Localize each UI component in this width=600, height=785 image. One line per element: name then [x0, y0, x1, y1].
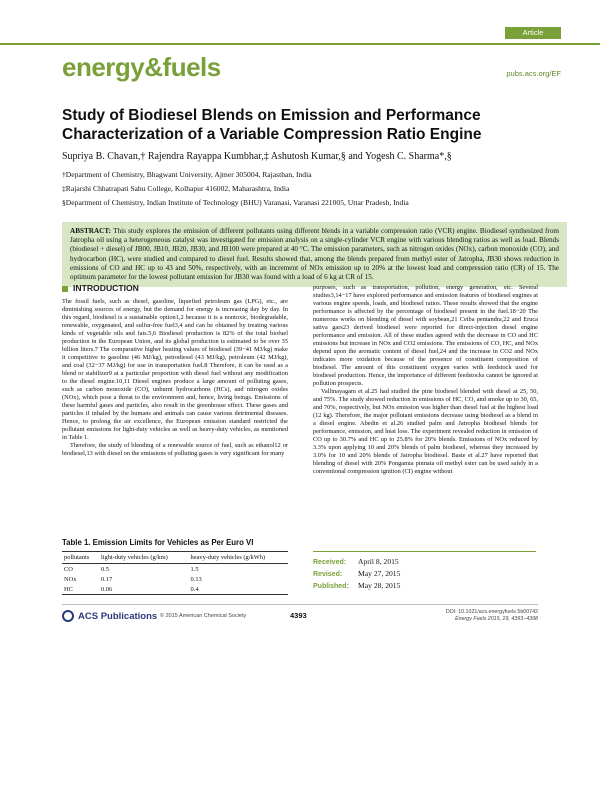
doi-citation: [420, 609, 538, 623]
table-cell: 0.17: [100, 575, 113, 583]
affiliation-3: §Department of Chemistry, Indian Institute of Technology (BHU) Varanasi, Varanasi 221005, Uttar Pradesh, India: [62, 198, 409, 207]
revised-label: Revised:: [313, 571, 343, 578]
affiliation-2: ‡Rajarshi Chhatrapati Sahu College, Kolhapur 416002, Maharashtra, India: [62, 184, 290, 193]
journal-logo: energy&fuels: [62, 52, 221, 82]
table-row: [62, 584, 288, 595]
table-header-cell: heavy-duty vehicles (g/kWh): [189, 552, 288, 564]
left-column: [62, 284, 288, 458]
doi-link[interactable]: DOI: 10.1021/acs.energyfuels.5b00742: [445, 609, 538, 615]
header-rule: [0, 43, 600, 45]
acs-logo-icon: [62, 610, 74, 622]
copyright-notice: © 2015 American Chemical Society: [160, 613, 247, 619]
table-cell: CO: [64, 565, 73, 573]
published-label: Published:: [313, 583, 349, 590]
intro-paragraph-1: The fossil fuels, such as diesel, gasoline, liquefied petroleum gas (LPG), etc., are diminishing sources of energy, but the demand for energy is increasing day by day. In this regard, biodiesel is a sustainable option1,2 because it is a nontoxic, biodegradable, renewable, oxygenated, and sulfur-free fuel3,4 and can be obtained by treating various kinds of vegetable oils and fats.5,6 Biodiesel production is 82% of the total biofuel production in the European Union, and its global production is estimated to be over 35 billion liters.7 The comparative higher heating values of biodiesel (39−41 MJ/kg) make it competitive to gasoline (46 MJ/kg), petrodiesel (43 MJ/kg), petroleum (42 MJ/kg), and coal (32−37 MJ/kg) for use in transportation fuel.8 Therefore, it can be used as a blend or stabilizer9 at a particular proportion with diesel fuel without any modification to the diesel engine.10,11 Diesel engines produce a large amount of polluting gases, such as carbon monoxide (CO), unburnt hydrocarbons (HCs), and nitrogen oxides (NOx), which pose a threat to the environment and, hence, living beings. Emissions of these harmful gases and particles, also result in the greenhouse effect. These gases and particles if inhaled by the humans and animals can cause various detrimental diseases. Hence, to prolong the air excellence, the European emission standard restricted the pollutant emissions for light-duty vehicles as well as heavy-duty vehicles, as mentioned in Table 1.: [62, 297, 288, 441]
paper-title: Study of Biodiesel Blends on Emission and Performance Characterization of a Variable Compression Ratio Engine: [62, 107, 482, 143]
section-heading-introduction: INTRODUCTION: [62, 284, 288, 294]
table-row: [62, 574, 288, 584]
revised-date: May 27, 2015: [358, 569, 401, 578]
acs-publications-logo[interactable]: ACS Publications: [62, 610, 157, 622]
abstract-box: [62, 222, 567, 287]
table-cell: 0.06: [99, 584, 189, 595]
abstract-label: ABSTRACT:: [70, 227, 112, 235]
table-header-cell: light-duty vehicles (g/km): [99, 552, 189, 564]
abstract-text: This study explores the emission of different pollutants using different blends in a variable compression ratio (VCR) engine. Biodiesel synthesized from Jatropha oil using a heterogeneous catalyst was investigated for emission analysis on a single-cylinder VCR engine with various blending ratios as well as load. Blends (biodiesel + diesel) of JB00, JB10, JB20, JB30, and JB100 were prepared at 40 °C. The emission parameters, such as nitrogen oxides (NOx), carbon monoxide (CO), and hydrocarbon (HC), were studied and compared to diesel fuel. Results showed that, among the blends prepared from methyl ester of Jatropha, JB30 shows reduction in emissions of CO and HC up to 43 and 50%, respectively, with an increment of NOx emission up to 20% at the lowest load and compression ratio (CR) of 15. The optimum parameter for the lowest pollutant emission for JB30 was found with a load of 6 kg at CR of 15.: [70, 227, 559, 282]
right-column: [313, 284, 538, 476]
author-list: Supriya B. Chavan,† Rajendra Rayappa Kumbhar,‡ Ashutosh Kumar,§ and Yogesh C. Sharma*,§: [62, 151, 452, 162]
table-1-caption: Table 1. Emission Limits for Vehicles as Per Euro VI: [62, 538, 254, 547]
table-cell: 1.5: [190, 565, 199, 573]
received-label: Received:: [313, 559, 347, 566]
dates-rule: [313, 551, 536, 552]
publication-dates: [313, 556, 400, 592]
page-number: 4393: [290, 611, 307, 620]
emission-limits-table: [62, 551, 288, 595]
section-bullet-icon: [62, 286, 68, 292]
received-date: April 8, 2015: [358, 557, 399, 566]
table-cell: HC: [62, 584, 99, 595]
footer-rule: [62, 604, 538, 605]
table-cell: 0.5: [100, 565, 109, 573]
article-type-badge: Article: [505, 27, 561, 39]
table-cell: 0.13: [190, 575, 202, 583]
table-row: [62, 564, 288, 575]
intro-paragraph-3: purposes, such as transportation, pollution, energy generation, etc. Several studies3,14−17 have explored performance and emission features of biodiesel engines at various engine speeds, loads, and biodiesel ratios. These results showed that the engine performance is affected by the percentage of biodiesel present in the fuel.18−20 The numerous works on blending of diesel with soybean,21 Ceiba pentandra,22 and Eruca sativa gars23 derived biodiesel were reported for direct-injection diesel engine performance and emission. All of these studies agreed with the decrease in CO and HC emissions but increase in NOx and CO2 emissions. The emissions of CO, HC, and NOx depend upon the aromatic content of diesel fuel,24 and the increase in CO2 and NOx indicates more oxidation because of the presence of constituent composition of biodiesel. The amount of this constituent oxygen varies with feedstock used for biodiesel production. Hence, the importance of different feedstocks cannot be ignored at pollution prospects.: [313, 284, 538, 387]
published-date: May 28, 2015: [358, 581, 401, 590]
table-cell: 0.4: [189, 584, 288, 595]
affiliation-1: †Department of Chemistry, Bhagwant University, Ajmer 305004, Rajasthan, India: [62, 170, 312, 179]
table-header-cell: pollutants: [62, 552, 99, 564]
table-cell: NOx: [64, 575, 77, 583]
intro-paragraph-4: Vallinayagam et al.25 had studied the pine biodiesel blended with diesel at 25, 50, and 75%. The study showed reduction in emissions of HC, CO, and smoke up to 30, 65, and 70%, respectively, but NOx emission was higher than diesel fuel at the highest load (12 kg). Therefore, the major pollutant emissions decrease using biodiesel as a blend in a diesel engine. Abedin et al.26 studied palm and Jatropha biodiesel blends for performance, emission, and heat loss. The experiment revealed reduction in emission of CO up to 30.7% and HC up to 25.8% for 20% blends. Emissions of NOx reduced by 3.3% upon applying 10 and 20% blends of palm biodiesel, whereas they increased by 3.0% for 10 and 20% blends of Jatropha biodiesel. Baste et al.27 have reported that blending of diesel with 20% Pongamia pinnata oil methyl ester can be used safely in a conventional compression ignition (CI) engine without: [313, 388, 538, 475]
intro-paragraph-2: Therefore, the study of blending of a renewable source of fuel, such as ethanol12 or biodiesel,13 with diesel on the emissions of polluting gases is very significant for many: [62, 441, 288, 457]
journal-citation: Energy Fuels 2015, 29, 4393−4398: [455, 616, 538, 622]
journal-url-link[interactable]: pubs.acs.org/EF: [506, 69, 561, 78]
table-header-row: [62, 552, 288, 564]
